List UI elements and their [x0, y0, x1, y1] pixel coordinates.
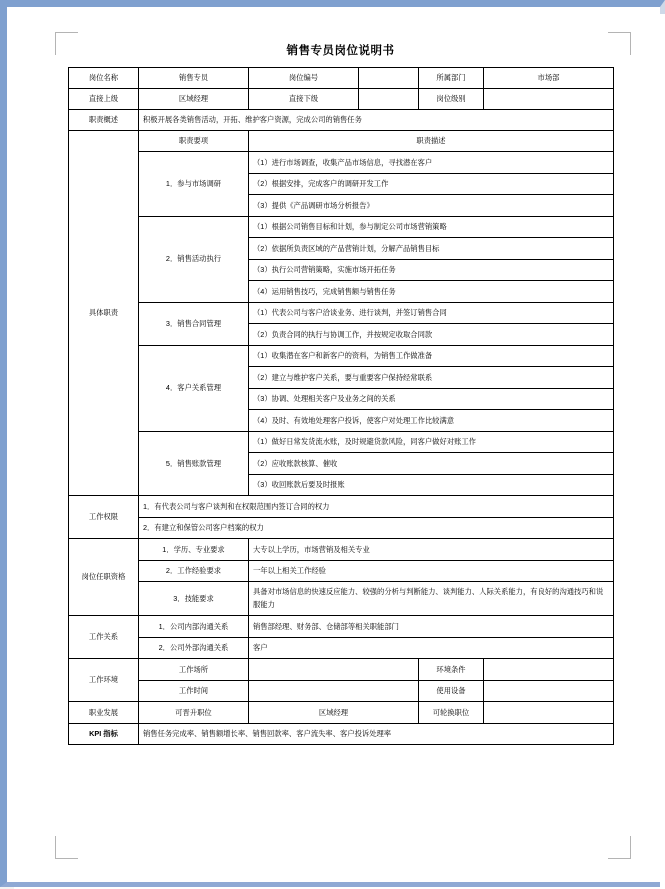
- duty-item: （1）根据公司销售目标和计划，参与制定公司市场营销策略: [249, 216, 614, 238]
- worktime-label: 工作时间: [139, 680, 249, 702]
- promotion-value: 区域经理: [249, 702, 419, 724]
- table-row: [69, 89, 614, 110]
- work-relation-item: 1．公司内部沟通关系: [139, 616, 249, 638]
- job-title-label: 岗位名称: [69, 68, 139, 89]
- condition-label: 环境条件: [419, 659, 484, 681]
- work-relation-value: 客户: [249, 637, 614, 659]
- duty-item: （3）协调、处理相关客户及业务之间的关系: [249, 388, 614, 410]
- duty-item: （3）收回账款后要及时报账: [249, 474, 614, 496]
- table-row: [69, 152, 614, 174]
- condition-value: [484, 659, 614, 681]
- table-row-kpi: [69, 723, 614, 745]
- subordinate-label: 直接下级: [249, 89, 359, 110]
- supervisor-label: 直接上级: [69, 89, 139, 110]
- crop-mark-bottom-right: [608, 836, 631, 859]
- job-code-value: [359, 68, 419, 89]
- kpi-value: 销售任务完成率、销售额增长率、销售回款率、客户流失率、客户投诉处理率: [139, 723, 614, 745]
- job-level-value: [484, 89, 614, 110]
- duties-desc-header: 职责描述: [249, 131, 614, 152]
- kpi-label: KPI 指标: [69, 723, 139, 745]
- document-content: [65, 42, 616, 745]
- duty-item: （3）执行公司营销策略，实施市场开拓任务: [249, 259, 614, 281]
- table-row-overview: [69, 110, 614, 131]
- qualification-item: 2．工作经验要求: [139, 560, 249, 582]
- duty-section-name: 2．销售活动执行: [139, 216, 249, 302]
- table-row-work-environment: [69, 680, 614, 702]
- duty-item: （1）做好日常发货流水账，及时规避货款风险，同客户做好对账工作: [249, 431, 614, 453]
- promotion-label: 可晋升职位: [139, 702, 249, 724]
- table-row-qualification: [69, 560, 614, 582]
- duty-item: （1）进行市场调查，收集产品市场信息，寻找潜在客户: [249, 152, 614, 174]
- table-row-qualification: [69, 582, 614, 616]
- duty-item: （2）应收账款核算、催收: [249, 453, 614, 475]
- qualification-label: 岗位任职资格: [69, 539, 139, 616]
- crop-mark-bottom-left: [55, 836, 78, 859]
- table-row-work-relation: [69, 637, 614, 659]
- authority-item: 2．有建立和保管公司客户档案的权力: [139, 517, 614, 539]
- work-environment-label: 工作环境: [69, 659, 139, 702]
- equipment-value: [484, 680, 614, 702]
- table-row-qualification: [69, 539, 614, 561]
- duty-section-name: 1．参与市场调研: [139, 152, 249, 217]
- duty-item: （1）代表公司与客户洽谈业务、进行谈判，并签订销售合同: [249, 302, 614, 324]
- duties-label: 具体职责: [69, 131, 139, 496]
- qualification-value: 具备对市场信息的快速反应能力、较强的分析与判断能力、谈判能力、人际关系能力，有良好的沟通技巧和说服能力: [249, 582, 614, 616]
- duty-item: （2）建立与维护客户关系，要与重要客户保持经常联系: [249, 367, 614, 389]
- job-description-table: [68, 67, 614, 745]
- rotation-value: [484, 702, 614, 724]
- document-page: [14, 14, 665, 889]
- rotation-label: 可轮换职位: [419, 702, 484, 724]
- department-label: 所属部门: [419, 68, 484, 89]
- duty-item: （2）根据安排，完成客户的调研开发工作: [249, 173, 614, 195]
- qualification-value: 一年以上相关工作经验: [249, 560, 614, 582]
- authority-label: 工作权限: [69, 496, 139, 539]
- department-value: 市场部: [484, 68, 614, 89]
- qualification-item: 1．学历、专业要求: [139, 539, 249, 561]
- duty-section-name: 3．销售合同管理: [139, 302, 249, 345]
- worktime-value: [249, 680, 419, 702]
- duty-section-name: 5．销售账款管理: [139, 431, 249, 496]
- job-title-value: 销售专员: [139, 68, 249, 89]
- authority-item: 1．有代表公司与客户谈判和在权限范围内签订合同的权力: [139, 496, 614, 518]
- equipment-label: 使用设备: [419, 680, 484, 702]
- job-code-label: 岗位编号: [249, 68, 359, 89]
- qualification-item: 3．技能要求: [139, 582, 249, 616]
- supervisor-value: 区域经理: [139, 89, 249, 110]
- duty-item: （2）负责合同的执行与协调工作，并按规定收取合同款: [249, 324, 614, 346]
- subordinate-value: [359, 89, 419, 110]
- career-label: 职业发展: [69, 702, 139, 724]
- table-row: [69, 216, 614, 238]
- workplace-value: [249, 659, 419, 681]
- duty-item: （1）收集潜在客户和新客户的资料，为销售工作做准备: [249, 345, 614, 367]
- duty-item: （3）提供《产品调研市场分析报告》: [249, 195, 614, 217]
- table-row-career: [69, 702, 614, 724]
- workplace-label: 工作场所: [139, 659, 249, 681]
- work-relation-item: 2．公司外部沟通关系: [139, 637, 249, 659]
- overview-label: 职责概述: [69, 110, 139, 131]
- table-row-authority: [69, 496, 614, 518]
- overview-text: 积极开展各类销售活动，开拓、维护客户资源，完成公司的销售任务: [139, 110, 614, 131]
- duties-item-header: 职责要项: [139, 131, 249, 152]
- job-level-label: 岗位级别: [419, 89, 484, 110]
- table-row: [69, 68, 614, 89]
- work-relation-value: 销售部经理、财务部、仓储部等相关职能部门: [249, 616, 614, 638]
- qualification-value: 大专以上学历，市场营销及相关专业: [249, 539, 614, 561]
- duty-item: （4）及时、有效地处理客户投诉，使客户对处理工作比较满意: [249, 410, 614, 432]
- table-row-authority: [69, 517, 614, 539]
- work-relations-label: 工作关系: [69, 616, 139, 659]
- duty-item: （2）依据所负责区域的产品营销计划，分解产品销售目标: [249, 238, 614, 260]
- table-row: [69, 302, 614, 324]
- table-row-work-environment: [69, 659, 614, 681]
- table-row-work-relation: [69, 616, 614, 638]
- table-body: [69, 68, 614, 745]
- duty-section-name: 4．客户关系管理: [139, 345, 249, 431]
- page-title: 销售专员岗位说明书: [286, 45, 395, 57]
- table-row: [69, 431, 614, 453]
- table-row: [69, 345, 614, 367]
- duty-item: （4）运用销售技巧，完成销售额与销售任务: [249, 281, 614, 303]
- table-row-duties-header: [69, 131, 614, 152]
